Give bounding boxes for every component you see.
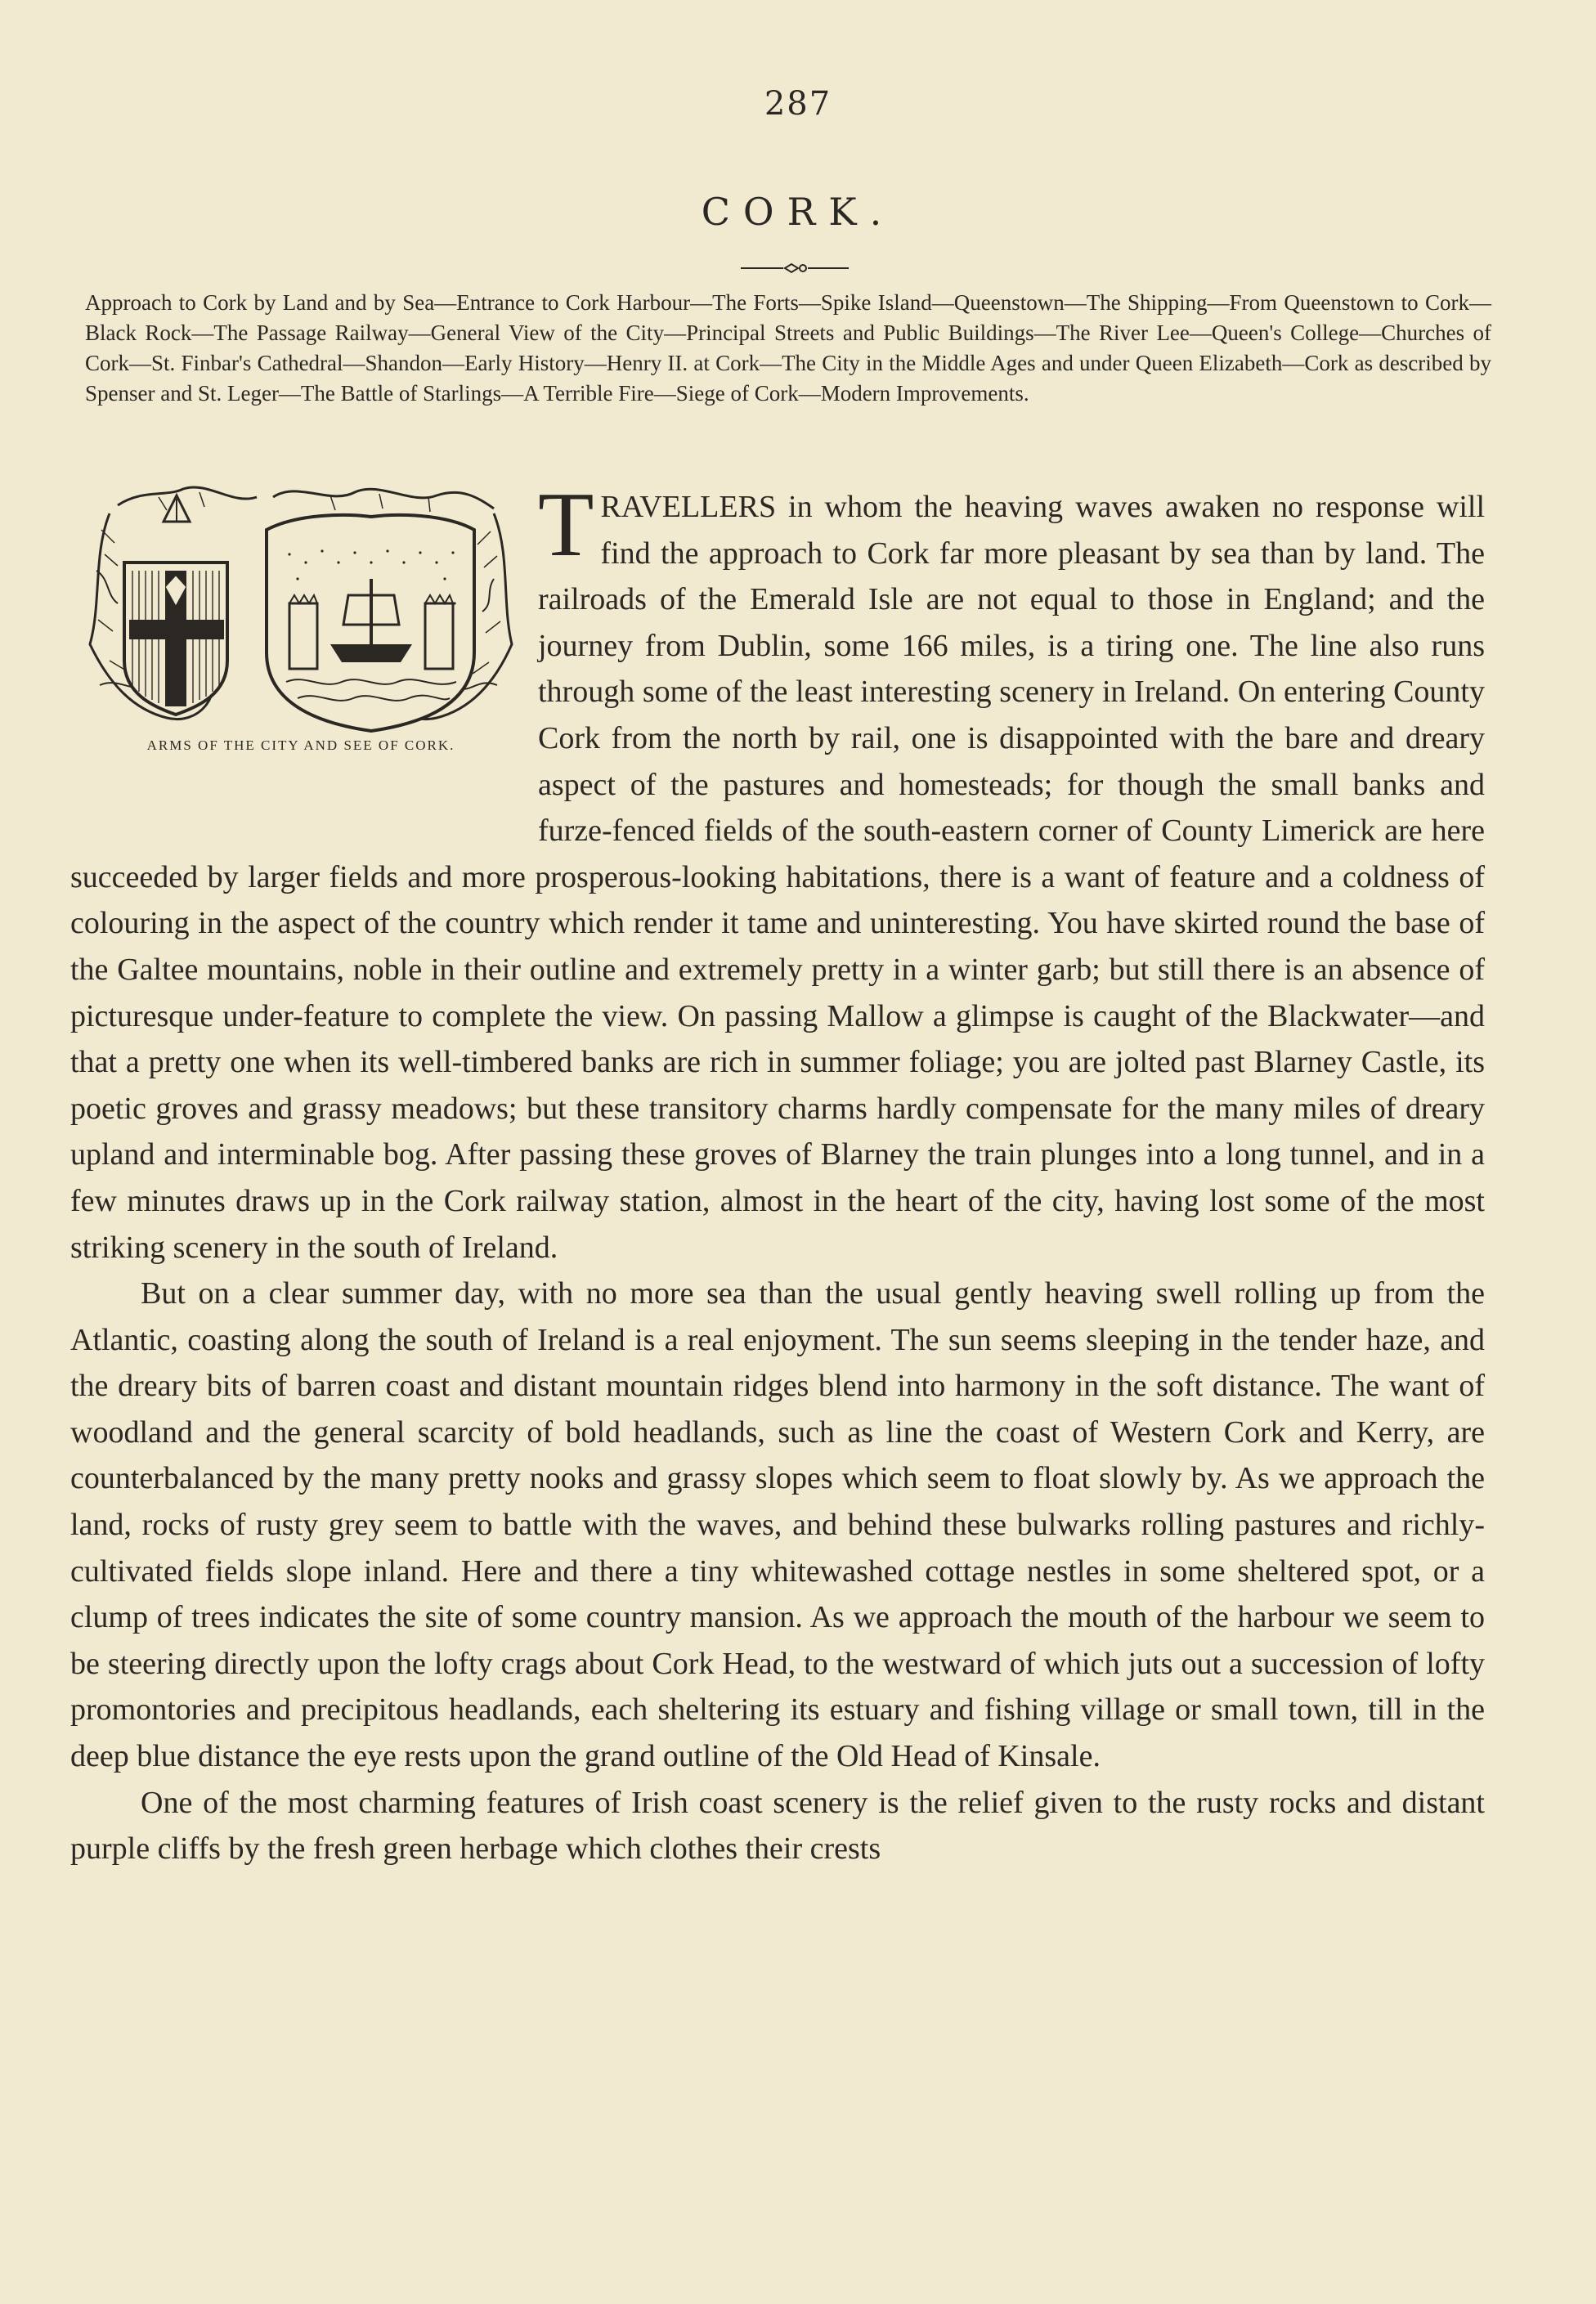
- paragraph-2: But on a clear summer day, with no more sea than the usual gently heaving swell rolling up from the Atlantic, coasting along the south of Ireland is a real enjoyment. The sun seems sleeping in the tender haze, and the dreary bits of barren coast and distant mountain ridges blend into harmony in the soft distance. The want of woodland and the general scarcity of bold headlands, such as line the coast of Western Cork and Kerry, are counterbalanced by the many pretty nooks and grassy slopes which seem to float slowly by. As we approach the land, rocks of rusty grey seem to battle with the waves, and behind these bulwarks rolling pastures and richly-cultivated fields slope inland. Here and there a tiny whitewashed cottage nestles in some sheltered spot, or a clump of trees indicates the site of some country mansion. As we approach the mouth of the harbour we seem to be steering directly upon the lofty crags about Cork Head, to the westward of which juts out a succession of lofty promontories and precipitous headlands, each sheltering its estuary and fishing village or small town, till in the deep blue distance the eye rests upon the grand outline of the Old Head of Kinsale.: [70, 1276, 1485, 1774]
- paragraph-3: One of the most charming features of Irish coast scenery is the relief given to the rusty rocks and distant purple cliffs by the fresh green herbage which clothes their crests: [70, 1785, 1485, 1867]
- title-ornament: [737, 260, 852, 276]
- chapter-synopsis: [85, 288, 1491, 409]
- drop-cap: T: [538, 474, 594, 576]
- synopsis-text: Approach to Cork by Land and by Sea—Entrance to Cork Harbour—The Forts—Spike Island—Queenstown—The Shipping—From Queenstown to Cork—Black Rock—The Passage Railway—General View of the City—Principal Streets and Public Buildings—The River Lee—Queen's College—Churches of Cork—St. Finbar's Cathedral—Shandon—Early History—Henry II. at Cork—The City in the Middle Ages and under Queen Elizabeth—Cork as described by Spenser and St. Leger—The Battle of Starlings—A Terrible Fire—Siege of Cork—Modern Improvements.: [85, 290, 1491, 406]
- paragraph-1-text: RAVELLERS in whom the heaving waves awaken no response will find the approach to Cork far more pleasant by sea than by land. The railroads of the Emerald Isle are not equal to those in England; and the journey from Dublin, some 166 miles, is a tiring one. The line also runs through some of the least interesting scenery in Ireland. On entering County Cork from the north by rail, one is disappointed with the bare and dreary aspect of the pastures and homesteads; for though the small banks and furze-fenced fields of the south-eastern corner of County Limerick are here succeeded by larger fields and more prosperous-looking habitations, there is a want of feature and a coldness of colouring in the aspect of the country which render it tame and uninteresting. You have skirted round the base of the Galtee mountains, noble in their outline and extremely pretty in a winter garb; but still there is an absence of picturesque under-feature to complete the view. On passing Mallow a glimpse is caught of the Blackwater—and that a pretty one when its well-timbered banks are rich in summer foliage; you are jolted past Blarney Castle, its poetic groves and grassy meadows; but these transitory charms hardly compensate for the many miles of dreary upland and interminable bog. After passing these groves of Blarney the train plunges into a long tunnel, and in a few minutes draws up in the Cork railway station, almost in the heart of the city, having lost some of the most striking scenery in the south of Ireland.: [70, 490, 1485, 1265]
- chapter-title: CORK.: [701, 190, 895, 234]
- illustration-space: [70, 484, 538, 829]
- body-text: [70, 474, 1485, 1872]
- illustration-caption: ARMS OF THE CITY AND SEE OF CORK.: [146, 737, 455, 753]
- page-number: 287: [764, 85, 832, 123]
